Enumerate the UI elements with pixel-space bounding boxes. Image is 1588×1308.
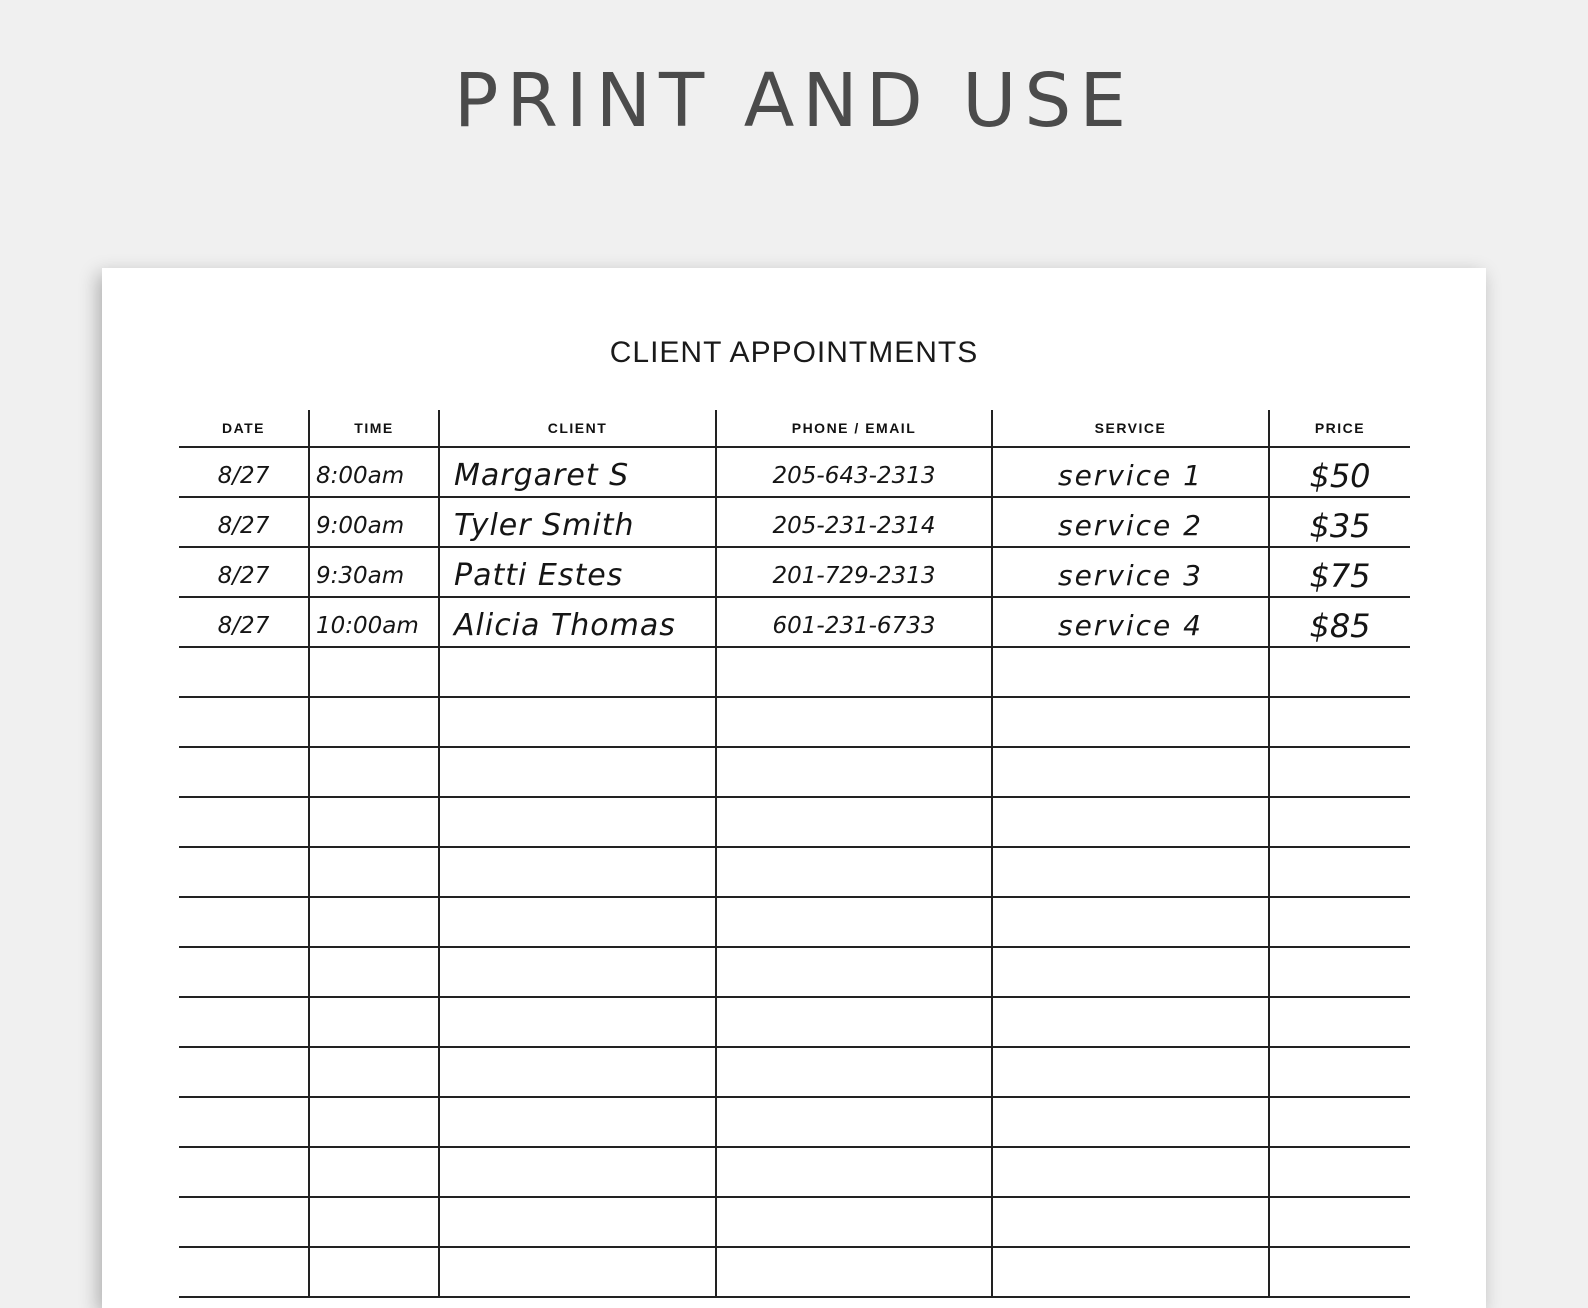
empty-service-cell xyxy=(991,648,1268,696)
table-row xyxy=(179,448,1410,498)
sheet-title: CLIENT APPOINTMENTS xyxy=(609,336,979,369)
empty-time-cell xyxy=(308,898,438,946)
empty-client-cell xyxy=(438,898,715,946)
empty-service-cell xyxy=(991,848,1268,896)
empty-client-cell xyxy=(438,948,715,996)
price-cell: $75 xyxy=(1268,548,1410,596)
empty-date-cell xyxy=(179,648,308,696)
empty-client-cell xyxy=(438,1148,715,1196)
empty-service-cell xyxy=(991,1248,1268,1296)
empty-time-cell xyxy=(308,798,438,846)
empty-service-cell xyxy=(991,798,1268,846)
table-header-row xyxy=(179,410,1410,448)
empty-time-cell xyxy=(308,1248,438,1296)
column-header-price: PRICE xyxy=(1268,410,1410,446)
column-header-time: TIME xyxy=(308,410,438,446)
empty-table-row xyxy=(179,898,1410,948)
empty-date-cell xyxy=(179,1248,308,1296)
time-cell: 9:00am xyxy=(308,498,438,546)
empty-date-cell xyxy=(179,698,308,746)
empty-price-cell xyxy=(1268,648,1410,696)
empty-service-cell xyxy=(991,748,1268,796)
empty-table-row xyxy=(179,748,1410,798)
empty-service-cell xyxy=(991,948,1268,996)
empty-price-cell xyxy=(1268,1198,1410,1246)
date-cell: 8/27 xyxy=(217,513,270,539)
empty-phone-email-cell xyxy=(715,798,991,846)
phone-email-cell: 205-231-2314 xyxy=(715,498,991,546)
phone-email-cell: 601-231-6733 xyxy=(715,598,991,646)
empty-table-row xyxy=(179,1248,1410,1298)
printable-sheet xyxy=(102,268,1486,1308)
price-cell: $50 xyxy=(1268,448,1410,496)
empty-phone-email-cell xyxy=(715,1148,991,1196)
empty-client-cell xyxy=(438,748,715,796)
empty-time-cell xyxy=(308,648,438,696)
empty-phone-email-cell xyxy=(715,1098,991,1146)
phone-email-cell: 201-729-2313 xyxy=(715,548,991,596)
empty-date-cell xyxy=(179,748,308,796)
date-cell: 8/27 xyxy=(217,563,270,589)
service-cell: service 2 xyxy=(991,498,1268,546)
empty-service-cell xyxy=(991,898,1268,946)
price-cell: $35 xyxy=(1268,498,1410,546)
empty-date-cell xyxy=(179,848,308,896)
client-cell: Patti Estes xyxy=(438,548,715,596)
empty-phone-email-cell xyxy=(715,748,991,796)
empty-table-row xyxy=(179,1098,1410,1148)
empty-date-cell xyxy=(179,1098,308,1146)
empty-phone-email-cell xyxy=(715,898,991,946)
empty-client-cell xyxy=(438,848,715,896)
empty-time-cell xyxy=(308,1048,438,1096)
empty-service-cell xyxy=(991,1148,1268,1196)
empty-phone-email-cell xyxy=(715,1198,991,1246)
client-cell: Tyler Smith xyxy=(438,498,715,546)
empty-time-cell xyxy=(308,698,438,746)
empty-price-cell xyxy=(1268,898,1410,946)
time-cell: 10:00am xyxy=(308,598,438,646)
time-cell: 8:00am xyxy=(308,448,438,496)
empty-time-cell xyxy=(308,1198,438,1246)
empty-rows xyxy=(179,648,1410,1298)
date-cell: 8/27 xyxy=(217,613,270,639)
empty-price-cell xyxy=(1268,698,1410,746)
empty-phone-email-cell xyxy=(715,698,991,746)
empty-date-cell xyxy=(179,948,308,996)
column-header-client: CLIENT xyxy=(438,410,715,446)
table-row xyxy=(179,598,1410,648)
empty-phone-email-cell xyxy=(715,998,991,1046)
empty-time-cell xyxy=(308,1148,438,1196)
empty-time-cell xyxy=(308,948,438,996)
empty-table-row xyxy=(179,1048,1410,1098)
empty-date-cell xyxy=(179,898,308,946)
empty-date-cell xyxy=(179,1048,308,1096)
empty-price-cell xyxy=(1268,948,1410,996)
empty-phone-email-cell xyxy=(715,648,991,696)
empty-price-cell xyxy=(1268,998,1410,1046)
banner-title: PRINT AND USE xyxy=(453,58,1135,144)
empty-time-cell xyxy=(308,848,438,896)
empty-table-row xyxy=(179,1198,1410,1248)
empty-table-row xyxy=(179,698,1410,748)
empty-price-cell xyxy=(1268,798,1410,846)
empty-service-cell xyxy=(991,698,1268,746)
phone-email-cell: 205-643-2313 xyxy=(715,448,991,496)
column-header-service: SERVICE xyxy=(991,410,1268,446)
service-cell: service 3 xyxy=(991,548,1268,596)
empty-date-cell xyxy=(179,1198,308,1246)
empty-price-cell xyxy=(1268,1148,1410,1196)
empty-phone-email-cell xyxy=(715,1048,991,1096)
appointments-table xyxy=(179,410,1410,1298)
empty-client-cell xyxy=(438,1098,715,1146)
empty-client-cell xyxy=(438,1198,715,1246)
empty-phone-email-cell xyxy=(715,848,991,896)
empty-table-row xyxy=(179,998,1410,1048)
table-row xyxy=(179,498,1410,548)
column-header-date: DATE xyxy=(221,420,266,436)
empty-phone-email-cell xyxy=(715,948,991,996)
table-row xyxy=(179,548,1410,598)
empty-client-cell xyxy=(438,798,715,846)
empty-client-cell xyxy=(438,698,715,746)
empty-service-cell xyxy=(991,998,1268,1046)
service-cell: service 1 xyxy=(991,448,1268,496)
empty-price-cell xyxy=(1268,1248,1410,1296)
client-cell: Margaret S xyxy=(438,448,715,496)
empty-date-cell xyxy=(179,798,308,846)
empty-price-cell xyxy=(1268,1098,1410,1146)
empty-client-cell xyxy=(438,648,715,696)
empty-table-row xyxy=(179,848,1410,898)
empty-price-cell xyxy=(1268,1048,1410,1096)
empty-client-cell xyxy=(438,1048,715,1096)
empty-client-cell xyxy=(438,998,715,1046)
empty-table-row xyxy=(179,1148,1410,1198)
client-cell: Alicia Thomas xyxy=(438,598,715,646)
empty-date-cell xyxy=(179,1148,308,1196)
empty-phone-email-cell xyxy=(715,1248,991,1296)
time-cell: 9:30am xyxy=(308,548,438,596)
empty-time-cell xyxy=(308,748,438,796)
empty-table-row xyxy=(179,948,1410,998)
empty-client-cell xyxy=(438,1248,715,1296)
empty-table-row xyxy=(179,798,1410,848)
date-cell: 8/27 xyxy=(217,463,270,489)
column-header-phone-email: PHONE / EMAIL xyxy=(715,410,991,446)
price-cell: $85 xyxy=(1268,598,1410,646)
empty-price-cell xyxy=(1268,848,1410,896)
empty-service-cell xyxy=(991,1048,1268,1096)
empty-time-cell xyxy=(308,998,438,1046)
empty-time-cell xyxy=(308,1098,438,1146)
empty-date-cell xyxy=(179,998,308,1046)
empty-service-cell xyxy=(991,1198,1268,1246)
service-cell: service 4 xyxy=(991,598,1268,646)
empty-table-row xyxy=(179,648,1410,698)
empty-price-cell xyxy=(1268,748,1410,796)
empty-service-cell xyxy=(991,1098,1268,1146)
